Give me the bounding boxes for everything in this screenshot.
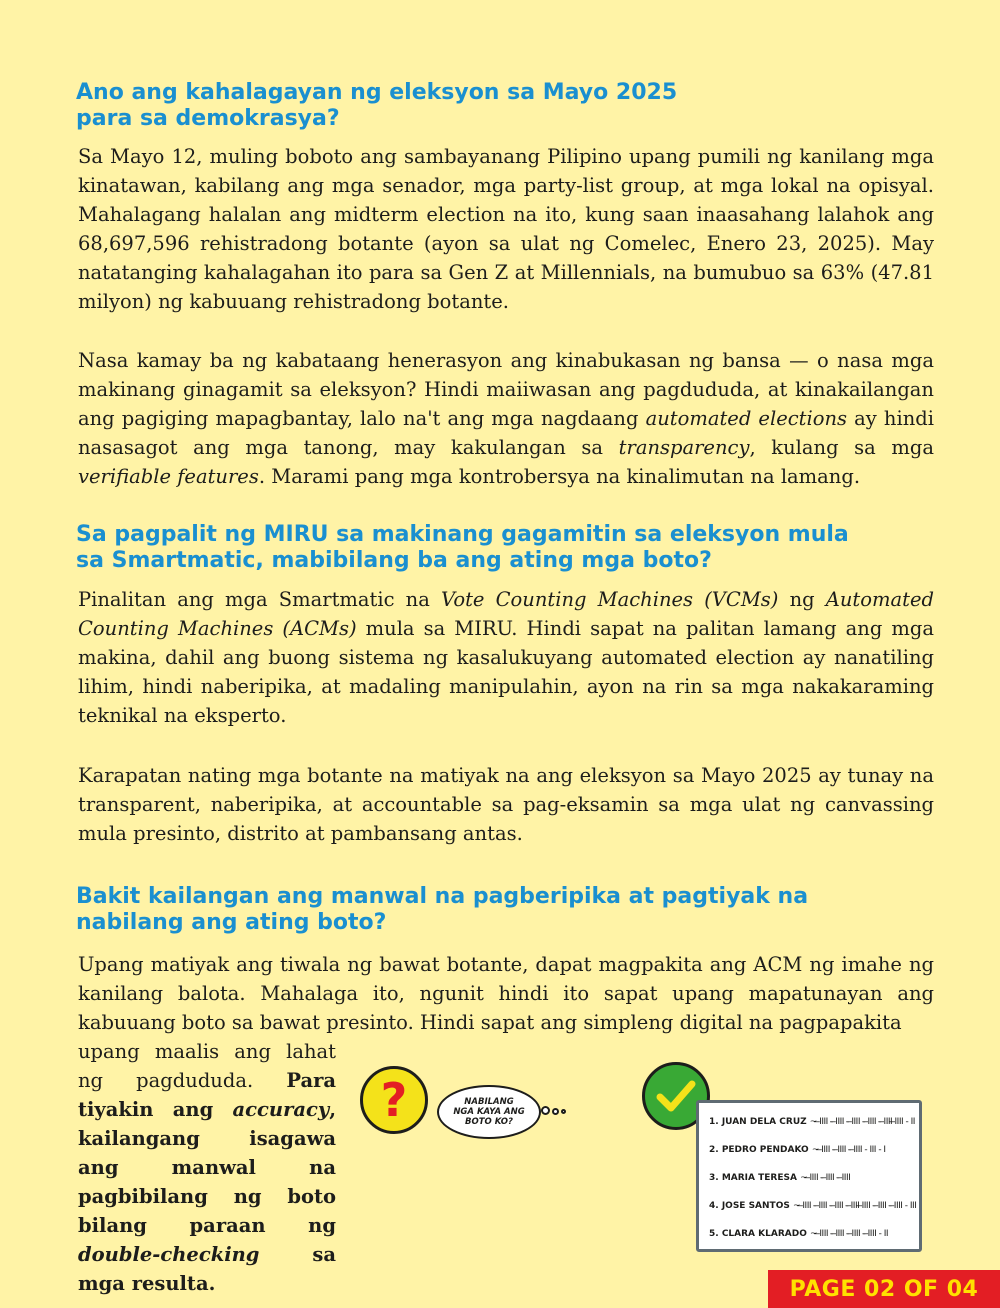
speech-bubble: NABILANG NGA KAYA ANG BOTO KO? (437, 1085, 541, 1139)
tally-board (696, 1100, 922, 1252)
tally-row: 5. CLARA KLARADO ~ ̶IIII - ̶IIII - ̶IIII - ̶IIII - II (709, 1229, 889, 1239)
section-2-heading: Sa pagpalit ng MIRU sa makinang gagamitin sa eleksyon mula sa Smartmatic, mabibilang ba ang ating mga boto? (76, 522, 849, 573)
section-1-paragraph-1: Sa Mayo 12, muling boboto ang sambayanang Pilipino upang pumili ng kanilang mga kinatawan, kabilang ang mga senador, mga party-list group, at mga lokal na opisyal. Mahalagang halalan ang midterm election na ito, kung saan inaasahang lalahok ang 68,697,596 rehistradong botante (ayon sa ulat ng Comelec, Enero 23, 2025). May natatanging kahalagahan ito para sa Gen Z at Millennials, na bumubuo sa 63% (47.81 milyon) ng kabuuang rehistradong botante. (78, 145, 934, 313)
question-mark-icon: ? (360, 1066, 428, 1134)
section-1-paragraph-2: Nasa kamay ba ng kabataang henerasyon ang kinabukasan ng bansa — o nasa mga makinang ginagamit sa eleksyon? Hindi maiiwasan ang pagdududa, at kinakailangan ang pagiging mapagbantay, lalo na't ang mga nagdaang automated elections ay hindi nasasagot ang mga tanong, may kakulangan sa transparency, kulang sa mga verifiable features. Marami pang mga kontrobersya na kinalimutan na lamang. (78, 349, 934, 488)
thought-dot (552, 1108, 559, 1115)
tally-row: 4. JOSE SANTOS ~ ̶IIII - ̶IIII - ̶IIII - ̶IIII ̶IIII - ̶IIII - ̶IIII - III (709, 1201, 917, 1211)
tally-row: 1. JUAN DELA CRUZ ~ ̶IIII - ̶IIII - ̶IIII - ̶IIII - ̶IIII ̶IIII - II (709, 1117, 915, 1127)
section-2-paragraph-1: Pinalitan ang mga Smartmatic na Vote Counting Machines (VCMs) ng Automated Counting Machines (ACMs) mula sa MIRU. Hindi sapat na palitan lamang ang mga makina, dahil ang buong sistema ng kasalukuyang automated election ay nanatiling lihim, hindi naberipika, at madaling manipulahin, ayon na rin sa mga nakakaraming teknikal na eksperto. (78, 588, 934, 727)
section-1-heading: Ano ang kahalagayan ng eleksyon sa Mayo 2025 para sa demokrasya? (76, 80, 678, 131)
section-3-paragraph-2: upang maalis ang lahat ng pagdududa. Para tiyakin ang accuracy, kailangang isagawa ang manwal na pagbibilang ng boto bilang paraan ng double-checking sa mga resulta. (78, 1040, 336, 1295)
page-number-badge: PAGE 02 OF 04 (768, 1270, 1000, 1308)
section-2-paragraph-2: Karapatan nating mga botante na matiyak na ang eleksyon sa Mayo 2025 ay tunay na transparent, naberipika, at accountable sa pag-eksamin sa mga ulat ng canvassing mula presinto, distrito at pambansang antas. (78, 764, 934, 845)
section-3-paragraph-1: Upang matiyak ang tiwala ng bawat botante, dapat magpakita ang ACM ng imahe ng kanilang balota. Mahalaga ito, ngunit hindi ito sapat upang mapatunayan ang kabuuang boto sa bawat presinto. Hindi sapat ang simpleng digital na pagpapakita (78, 953, 934, 1034)
thought-dot (541, 1106, 550, 1115)
tally-row: 2. PEDRO PENDAKO ~ ̶IIII - ̶IIII - ̶IIII - III - I (709, 1145, 886, 1155)
section-3-heading: Bakit kailangan ang manwal na pagberipika at pagtiyak na nabilang ang ating boto? (76, 884, 809, 935)
thought-dot (561, 1109, 566, 1114)
tally-row: 3. MARIA TERESA ~ ̶IIII - ̶IIII - ̶IIII (709, 1173, 851, 1183)
